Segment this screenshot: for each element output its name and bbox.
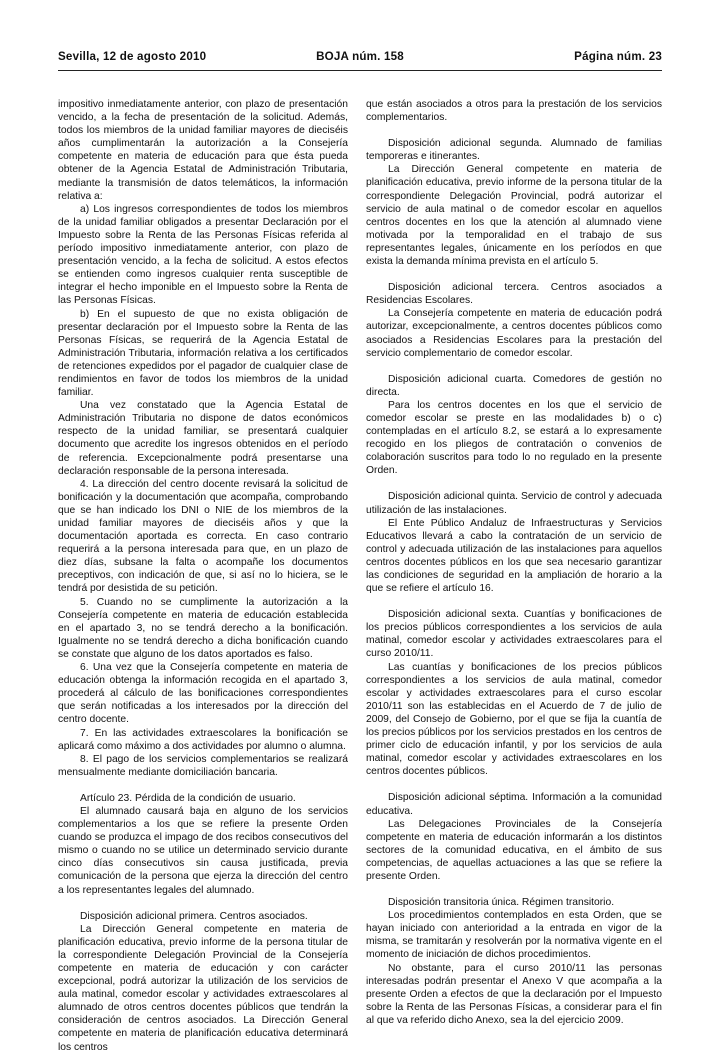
paragraph: que están asociados a otros para la prestación de los servicios complementarios. bbox=[366, 99, 662, 124]
paragraph: Disposición adicional primera. Centros asociados. bbox=[80, 910, 308, 922]
paragraph: Artículo 23. Pérdida de la condición de usuario. bbox=[80, 792, 296, 804]
paragraph-spacer bbox=[366, 268, 662, 281]
paragraph: Disposición adicional sexta. Cuantías y bonificaciones de los precios públicos correspondientes a los servicios de aula matinal, comedor escolar y actividades extraescolares para el curso 2010/11. bbox=[366, 609, 662, 660]
paragraph: impositivo inmediatamente anterior, con plazo de presentación vencido, a la fecha de presentación de la solicitud. Además, todos los miembros de la unidad familiar mayores de dieciséis años cumplimentarán la autorización a la Consejería competente en materia de educación para que ésta pueda obtener de la Agencia Estatal de Administración Tributaria, mediante la transmisión de datos telemáticos, la información relativa a: bbox=[58, 99, 348, 202]
paragraph: b) En el supuesto de que no exista obligación de presentar declaración por el Impuesto sobre la Renta de las Personas Físicas, se requerirá de la Agencia Estatal de Administración Tributaria, información relativa a los certificados de retenciones expedidos por el pagador de cualquier clase de rendimientos en favor de todos los miembros de la unidad familiar. bbox=[58, 308, 348, 399]
right-column bbox=[366, 98, 662, 1027]
paragraph: Los procedimientos contemplados en esta Orden, que se hayan iniciado con anterioridad a la entrada en vigor de la misma, se tramitarán y resolverán por la normativa vigente en el momento de iniciación de dichos procedimientos. bbox=[366, 910, 662, 961]
paragraph: La Dirección General competente en materia de planificación educativa, previo informe de la persona titular de la correspondiente Delegación Provincial de la Consejería competente en materia de educación y con carácter excepcional, podrá autorizar la utilización de los servicios de aula matinal, comedor escolar y actividades extraescolares al alumnado de otros centros docentes públicos que tendrán la consideración de centros asociados. La Dirección General competente en materia de planificación educativa determinará los centros bbox=[58, 923, 348, 1053]
header-page-number: Página núm. 23 bbox=[574, 50, 662, 63]
paragraph: 4. La dirección del centro docente revisará la solicitud de bonificación y la documentación que acompaña, comprobando que se han indicado los DNI o NIE de los miembros de la unidad familiar mayores de dieciséis años y que la documentación aportada es correcta. En caso contrario requerirá a la persona interesada para que, en un plazo de diez días, subsane la falta o acompañe los documentos preceptivos, con indicación de que, si así no lo hiciera, se le tendrá por desistida de su petición. bbox=[58, 478, 348, 595]
header-date: Sevilla, 12 de agosto 2010 bbox=[58, 50, 207, 63]
left-column bbox=[58, 98, 348, 1054]
paragraph: No obstante, para el curso 2010/11 las personas interesadas podrán presentar el Anexo V que acompaña a la presente Orden a efectos de que la declaración por el Impuesto sobre la Renta de las Personas Físicas, a considerar para el fin al que va referido dicho Anexo, sea la del ejercicio 2009. bbox=[366, 962, 662, 1026]
paragraph-spacer bbox=[366, 778, 662, 791]
paragraph-spacer bbox=[366, 124, 662, 137]
paragraph: Disposición adicional séptima. Información a la comunidad educativa. bbox=[366, 792, 662, 817]
page-header bbox=[58, 50, 662, 66]
header-divider bbox=[58, 70, 662, 71]
paragraph: Las cuantías y bonificaciones de los precios públicos correspondientes a los servicios de aula matinal, comedor escolar y actividades extraescolares para el curso escolar 2010/11 son las establecidas en el Acuerdo de 7 de julio de 2009, del Consejo de Gobierno, por el que se fija la cuantía de los precios públicos por los servicios prestados en los centros de primer ciclo de educación infantil, y por los servicios de aula matinal, comedor escolar y actividades extraescolares en los centros docentes públicos. bbox=[366, 661, 662, 778]
paragraph-spacer bbox=[58, 779, 348, 792]
paragraph: La Consejería competente en materia de educación podrá autorizar, excepcionalmente, a centros docentes públicos como asociados a Residencias Escolares para la prestación del servicio complementario de comedor escolar. bbox=[366, 308, 662, 359]
paragraph: El Ente Público Andaluz de Infraestructuras y Servicios Educativos llevará a cabo la contratación de un servicio de control y adecuada utilización de las instalaciones para aquellos centros docentes públicos en los que sea necesario garantizar las condiciones de seguridad en la ampliación de horario a la que se refiere el artículo 16. bbox=[366, 517, 662, 595]
paragraph: Las Delegaciones Provinciales de la Consejería competente en materia de educación informarán a los distintos sectores de la comunidad educativa, en el ámbito de sus competencias, de aquellas actuaciones a las que se refiere la presente Orden. bbox=[366, 818, 662, 882]
paragraph: a) Los ingresos correspondientes de todos los miembros de la unidad familiar obligados a presentar Declaración por el Impuesto sobre la Renta de las Personas Físicas referida al período impositivo inmediatamente anterior, con plazo de presentación vencido, a la fecha de solicitud. A estos efectos se entienden como ingresos cualquier renta susceptible de integrar el hecho imponible en el Impuesto sobre la Renta de las Personas Físicas. bbox=[58, 203, 348, 307]
header-journal: BOJA núm. 158 bbox=[316, 50, 404, 63]
paragraph: 6. Una vez que la Consejería competente en materia de educación obtenga la información recogida en el apartado 3, procederá al cálculo de las bonificaciones correspondientes que serán notificadas a los interesados por la dirección del centro docente. bbox=[58, 662, 348, 726]
paragraph: El alumnado causará baja en alguno de los servicios complementarios a los que se refiere la presente Orden cuando se produzca el impago de dos recibos consecutivos del mismo o cuando no se utilice un determinado servicio durante cinco días consecutivos sin causa justificada, previa comunicación de la persona que ejerza la dirección del centro a los representantes legales del alumnado. bbox=[58, 805, 348, 896]
paragraph-spacer bbox=[366, 360, 662, 373]
paragraph: Disposición adicional segunda. Alumnado de familias temporeras e itinerantes. bbox=[366, 138, 662, 163]
paragraph: Disposición adicional cuarta. Comedores de gestión no directa. bbox=[366, 373, 662, 398]
paragraph: 5. Cuando no se cumplimente la autorización a la Consejería competente en materia de educación establecida en el apartado 3, no se tendrá derecho a la bonificación. Igualmente no se tendrá derecho a dicha bonificación cuando se constate que alguno de los datos aportados es falso. bbox=[58, 596, 348, 660]
paragraph-spacer bbox=[366, 595, 662, 608]
paragraph-spacer bbox=[366, 883, 662, 896]
paragraph-spacer bbox=[366, 477, 662, 490]
paragraph: 8. El pago de los servicios complementarios se realizará mensualmente mediante domiciliación bancaria. bbox=[58, 753, 348, 778]
paragraph: Disposición adicional tercera. Centros asociados a Residencias Escolares. bbox=[366, 282, 662, 307]
paragraph: Para los centros docentes en los que el servicio de comedor escolar se preste en las modalidades b) o c) contempladas en el artículo 8.2, se estará a lo expresamente recogido en los pliegos de contratación o convenios de colaboración suscritos para todo lo no regulado en la presente Orden. bbox=[366, 399, 662, 477]
paragraph: 7. En las actividades extraescolares la bonificación se aplicará como máximo a dos actividades por alumno o alumna. bbox=[58, 727, 348, 752]
paragraph: Disposición transitoria única. Régimen transitorio. bbox=[388, 897, 615, 909]
paragraph: Una vez constatado que la Agencia Estatal de Administración Tributaria no dispone de datos económicos respecto de la unidad familiar, se presentará cualquier documento que acredite los ingresos obtenidos en el período de referencia. Excepcionalmente podrá presentarse una declaración responsable de la persona interesada. bbox=[58, 400, 348, 477]
paragraph: Disposición adicional quinta. Servicio de control y adecuada utilización de las instalaciones. bbox=[366, 491, 662, 516]
paragraph-spacer bbox=[58, 897, 348, 910]
paragraph: La Dirección General competente en materia de planificación educativa, previo informe de la persona titular de la correspondiente Delegación Provincial, podrá autorizar el servicio de aula matinal o de comedor escolar en aquellos centros docentes en los que la atención al alumnado viene motivada por la temporalidad en el trabajo de sus representantes legales, únicamente en los períodos en que exista la demanda mínima prevista en el artículo 5. bbox=[366, 164, 662, 268]
